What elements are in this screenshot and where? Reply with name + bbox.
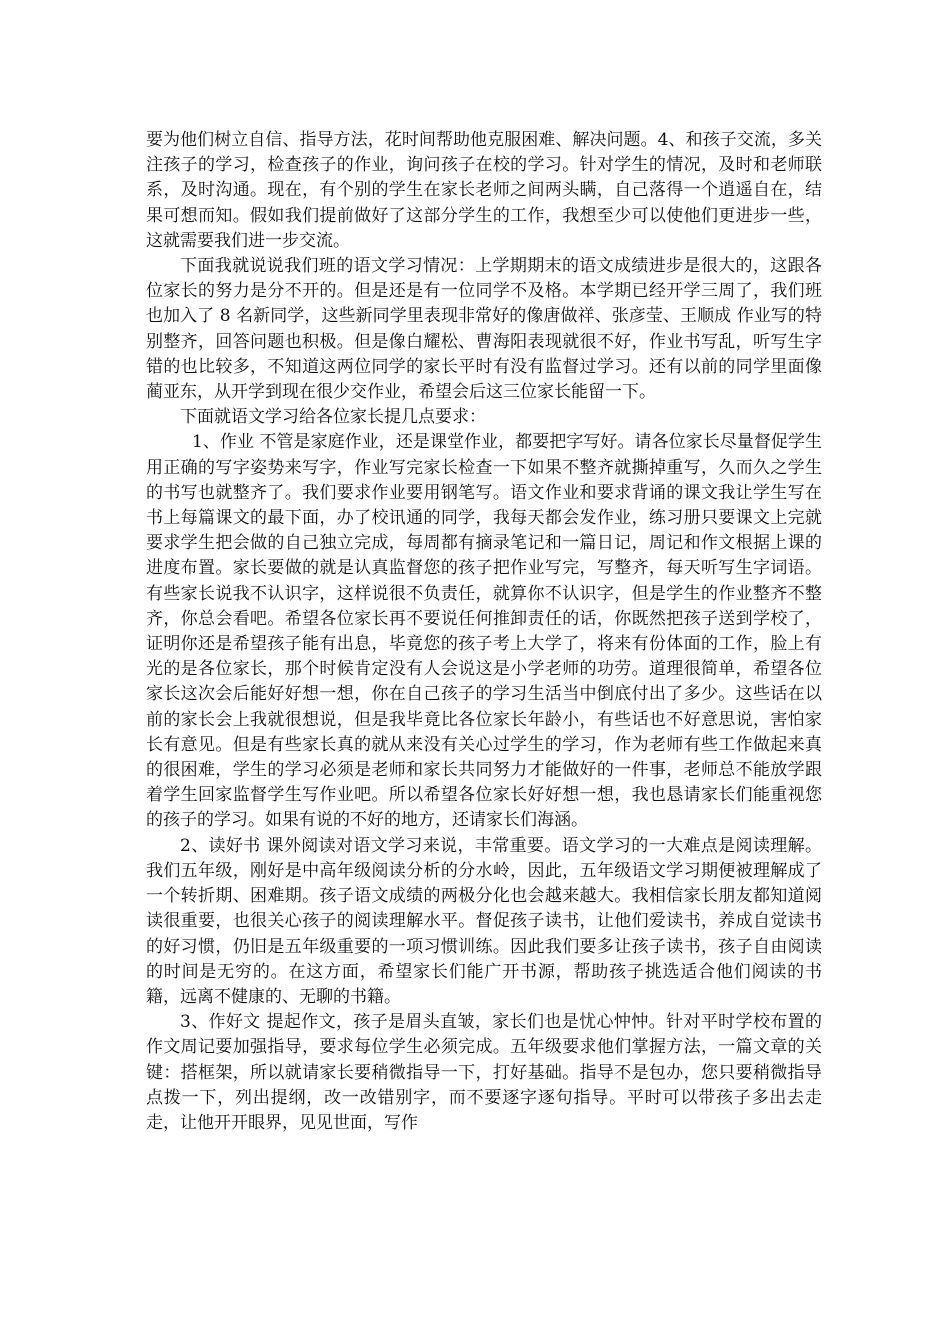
paragraph-homework: 1、作业 不管是家庭作业，还是课堂作业，都要把字写好。请各位家长尽量督促学生用正确的写字姿势来写字，作业写完家长检查一下如果不整齐就撕掉重写，久而久之学生的书写也就整齐了。我们要求作业要用钢笔写。语文作业和要求背诵的课文我让学生写在书上每篇课文的最下面，办了校讯通的同学，我每天都会发作业，练习册只要课文上完就要求学生把会做的自己独立完成，每周都有摘录笔记和一篇日记，周记和作文根据上课的进度布置。家长要做的就是认真监督您的孩子把作业写完，写整齐，每天听写生字词语。有些家长说我不认识字，这样说很不负责任，就算你不认识字，但是学生的作业整齐不整齐，你总会看吧。希望各位家长再不要说任何推卸责任的话，你既然把孩子送到学校了，证明你还是希望孩子能有出息，毕竟您的孩子考上大学了，将来有份体面的工作，脸上有光的是各位家长，那个时候肯定没有人会说这是小学老师的功劳。道理很简单，希望各位家长这次会后能好好想一想，你在自己孩子的学习生活当中倒底付出了多少。这些话在以前的家长会上我就很想说，但是我毕竟比各位家长年龄小，有些话也不好意思说，害怕家长有意见。但是有些家长真的就从来没有关心过学生的学习，作为老师有些工作做起来真的很困难，学生的学习必须是老师和家长共同努力才能做好的一件事，老师总不能放学跟着学生回家监督学生写作业吧。所以希望各位家长好好想一想，我也恳请家长们能重视您的孩子的学习。如果有说的不好的地方，还请家长们海涵。	[146, 432, 822, 831]
paragraph-reading: 2、读好书 课外阅读对语文学习来说，丰常重要。语文学习的一大难点是阅读理解。我们五年级，刚好是中高年级阅读分析的分水岭，因此，五年级语文学习期便被理解成了一个转折期、困难期。孩子语文成绩的两极分化也会越来越大。我相信家长朋友都知道阅读很重要，也很关心孩子的阅读理解水平。督促孩子读书，让他们爱读书，养成自觉读书的好习惯，仍旧是五年级重要的一项习惯训练。因此我们要多让孩子读书，孩子自由阅读的时间是无穷的。在这方面，希望家长们能广开书源，帮助孩子挑选适合他们阅读的书籍，远离不健康的、无聊的书籍。	[146, 835, 822, 1007]
document-body	[146, 128, 822, 1136]
paragraph-parent-guidance: 要为他们树立自信、指导方法，花时间帮助他克服困难、解决问题。4、和孩子交流，多关注孩子的学习，检查孩子的作业，询问孩子在校的学习。针对学生的情况，及时和老师联系，及时沟通。现在，有个别的学生在家长老师之间两头瞒，自己落得一个逍遥自在，结果可想而知。假如我们提前做好了这部分学生的工作，我想至少可以使他们更进步一些，这就需要我们进一步交流。	[146, 130, 822, 251]
paragraph-writing: 3、作好文 提起作文，孩子是眉头直皱，家长们也是忧心忡忡。针对平时学校布置的作文周记要加强指导，要求每位学生必须完成。五年级要求他们掌握方法，一篇文章的关键：搭框架，所以就请家长要稍微指导一下，打好基础。指导不是包办，您只要稍微指导点拨一下，列出提纲，改一改错别字，而不要逐字逐句指导。平时可以带孩子多出去走走，让他开开眼界，见见世面，写作	[146, 1012, 822, 1133]
paragraph-requirements-intro: 下面就语文学习给各位家长提几点要求：	[180, 407, 486, 428]
paragraph-class-chinese-status: 下面我就说说我们班的语文学习情况：上学期期末的语文成绩进步是很大的，这跟各位家长的努力是分不开的。但是还是有一位同学不及格。本学期已经开学三周了，我们班也加入了 8 名新同学，这些新同学里表现非常好的像唐做祥、张彦莹、王顺成 作业写的特别整齐，回答问题也积极。但是像白耀松、曹海阳表现就很不好，作业书写乱，听写生字错的也比较多，不知道这两位同学的家长平时有没有监督过学习。还有以前的同学里面像蔺亚东，从开学到现在很少交作业，希望会后这三位家长能留一下。	[146, 256, 822, 403]
